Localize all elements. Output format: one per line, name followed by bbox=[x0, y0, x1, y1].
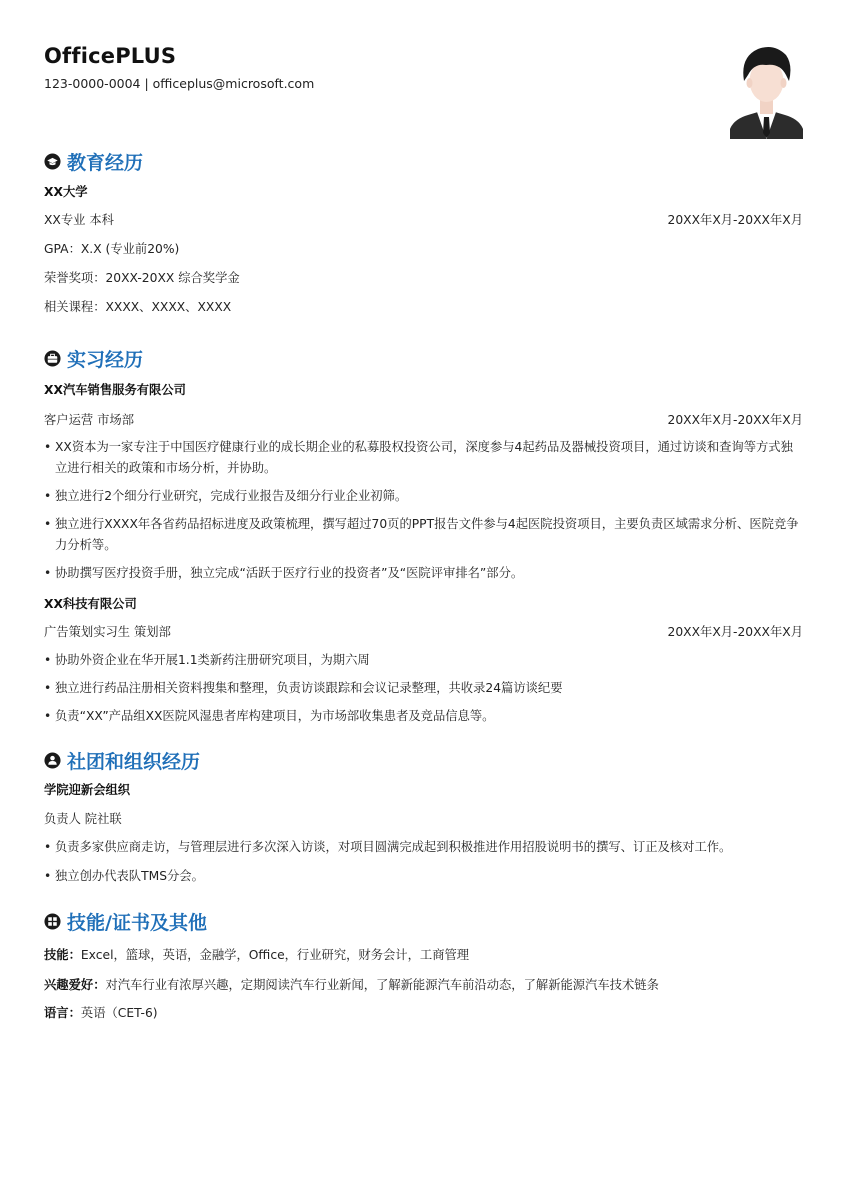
job-role: 广告策划实习生 策划部 bbox=[44, 625, 171, 639]
hobby-line bbox=[44, 975, 659, 993]
language-value: 英语（CET-6) bbox=[80, 1006, 158, 1020]
list-item: • 独立进行药品注册相关资料搜集和整理，负责访谈跟踪和会议记录整理，共收录24篇访谈纪要 bbox=[44, 678, 804, 699]
graduation-cap-icon bbox=[44, 153, 61, 170]
candidate-name: OfficePLUS bbox=[44, 44, 177, 68]
section-heading: 技能/证书及其他 bbox=[67, 912, 207, 934]
hobby-value: 对汽车行业有浓厚兴趣，定期阅读汽车行业新闻，了解新能源汽车前沿动态，了解新能源汽车技术链条 bbox=[105, 978, 659, 992]
list-item: • XX资本为一家专注于中国医疗健康行业的成长期企业的私募股权投资公司，深度参与4起药品及器械投资项目，通过访谈和查询等方式独立进行相关的政策和市场分析，并协助。 bbox=[44, 437, 804, 479]
list-item: • 独立创办代表队TMS分会。 bbox=[44, 866, 804, 887]
school-name: XX大学 bbox=[44, 185, 88, 199]
job-role: 客户运营 市场部 bbox=[44, 413, 134, 427]
org-role: 负责人 院社联 bbox=[44, 812, 122, 826]
major-degree: XX专业 本科 bbox=[44, 213, 114, 227]
company-name: XX科技有限公司 bbox=[44, 597, 137, 611]
list-item: • 负责“XX”产品组XX医院风湿患者库构建项目，为市场部收集患者及竞品信息等。 bbox=[44, 706, 804, 727]
education-section-title bbox=[44, 148, 143, 175]
list-item: • 协助外资企业在华开展1.1类新药注册研究项目，为期六周 bbox=[44, 650, 804, 671]
resume-header bbox=[44, 44, 314, 91]
list-item: • 协助撰写医疗投资手册，独立完成“活跃于医疗行业的投资者”及“医院评审排名”部分。 bbox=[44, 563, 804, 584]
job-date: 20XX年X月-20XX年X月 bbox=[667, 625, 803, 639]
clubs-section-title bbox=[44, 747, 200, 774]
bullet-icon: • bbox=[44, 681, 52, 695]
people-icon bbox=[44, 752, 61, 769]
language-label: 语言： bbox=[44, 1006, 81, 1020]
bullet-icon: • bbox=[44, 440, 52, 454]
gpa-line: GPA：X.X (专业前20%) bbox=[44, 242, 180, 256]
bullet-icon: • bbox=[44, 840, 52, 854]
section-heading: 教育经历 bbox=[67, 152, 144, 174]
hobby-label: 兴趣爱好： bbox=[44, 978, 106, 992]
job-date: 20XX年X月-20XX年X月 bbox=[667, 413, 803, 427]
avatar bbox=[730, 43, 803, 139]
org-name: 学院迎新会组织 bbox=[44, 783, 131, 797]
bullet-icon: • bbox=[44, 653, 52, 667]
section-heading: 社团和组织经历 bbox=[67, 751, 201, 773]
skills-line bbox=[44, 945, 469, 963]
company-name: XX汽车销售服务有限公司 bbox=[44, 383, 186, 397]
briefcase-icon bbox=[44, 350, 61, 367]
list-item: • 独立进行2个细分行业研究，完成行业报告及细分行业企业初筛。 bbox=[44, 486, 804, 507]
grid-icon bbox=[44, 913, 61, 930]
internship-section-title bbox=[44, 345, 143, 372]
education-date: 20XX年X月-20XX年X月 bbox=[667, 213, 803, 227]
bullet-icon: • bbox=[44, 566, 52, 580]
bullet-icon: • bbox=[44, 709, 52, 723]
language-line bbox=[44, 1003, 158, 1021]
section-heading: 实习经历 bbox=[67, 349, 144, 371]
skills-label: 技能： bbox=[44, 948, 81, 962]
bullet-icon: • bbox=[44, 869, 52, 883]
education-row bbox=[44, 210, 803, 228]
bullet-icon: • bbox=[44, 489, 52, 503]
list-item: • 独立进行XXXX年各省药品招标进度及政策梳理，撰写超过70页的PPT报告文件参与4起医院投资项目，主要负责区域需求分析、医院竞争力分析等。 bbox=[44, 514, 804, 556]
contact-info: 123-0000-0004 | officeplus@microsoft.com bbox=[44, 76, 315, 91]
job-row bbox=[44, 410, 803, 428]
skills-value: Excel，篮球，英语，金融学，Office，行业研究，财务会计，工商管理 bbox=[80, 948, 470, 962]
skills-section-title bbox=[44, 908, 207, 935]
courses-line: 相关课程：XXXX、XXXX、XXXX bbox=[44, 300, 232, 314]
honors-line: 荣誉奖项：20XX-20XX 综合奖学金 bbox=[44, 271, 240, 285]
job-row bbox=[44, 622, 803, 640]
bullet-icon: • bbox=[44, 517, 52, 531]
list-item: • 负责多家供应商走访，与管理层进行多次深入访谈，对项目圆满完成起到积极推进作用招股说明书的撰写、订正及核对工作。 bbox=[44, 837, 804, 858]
